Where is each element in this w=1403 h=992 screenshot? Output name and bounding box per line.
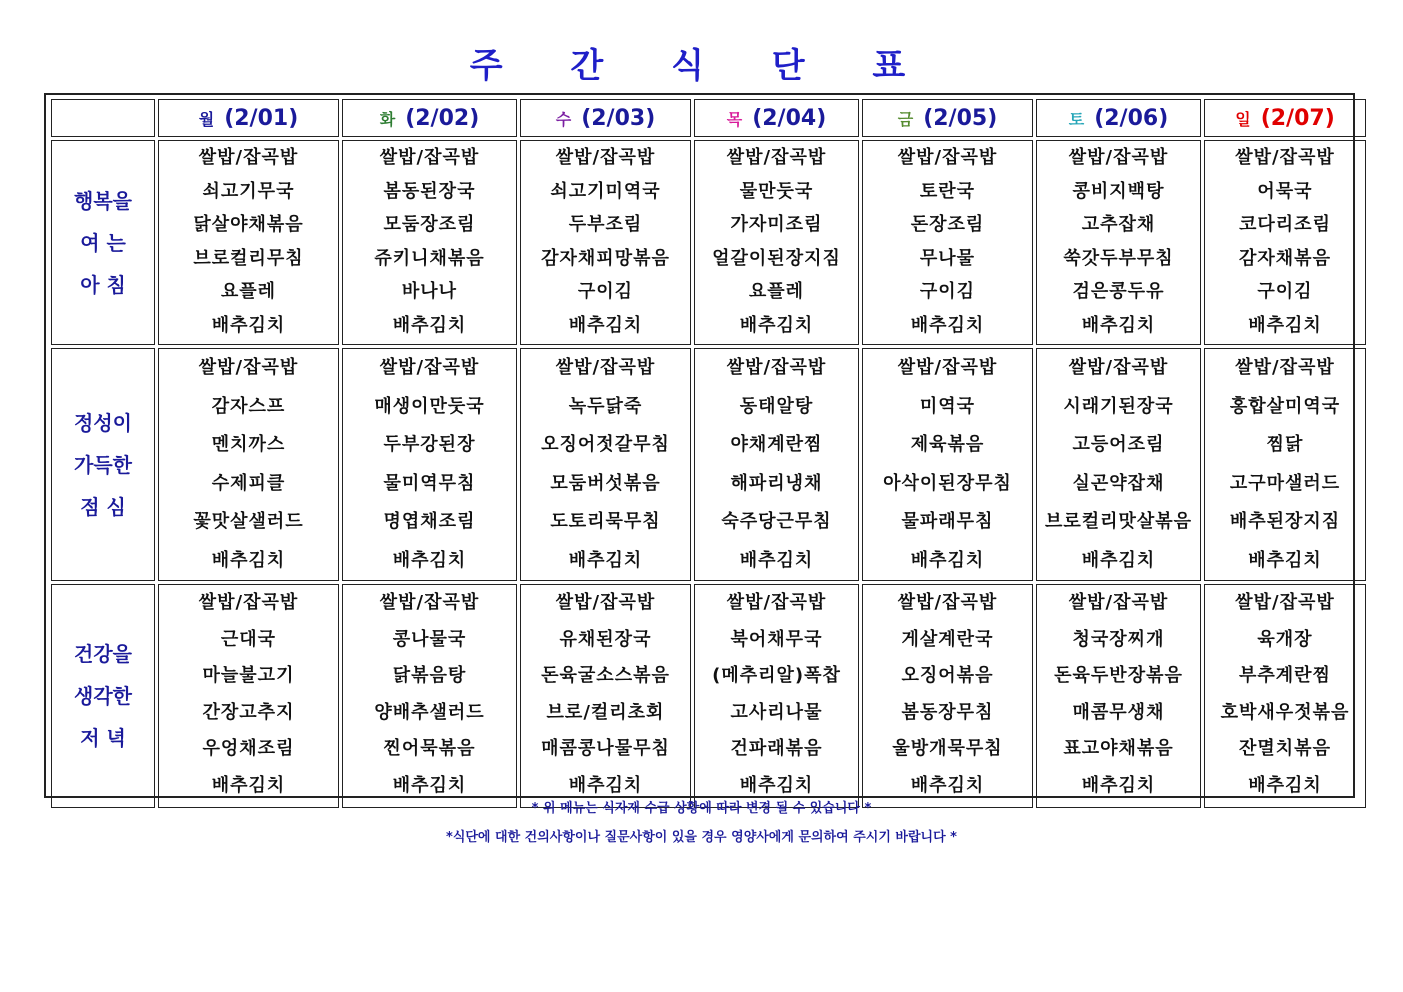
menu-item: 제육볶음 (910, 434, 985, 455)
menu-item: 쌀밥/잡곡밥 (379, 357, 480, 378)
menu-item: 잔멸치볶음 (1239, 738, 1331, 759)
menu-item: 배추김치 (568, 549, 643, 571)
meal-label-line: 행복을 (74, 188, 132, 213)
meal-label-line: 아 침 (80, 272, 126, 297)
menu-item: 배추김치 (568, 774, 643, 796)
day-date: (2/06) (1094, 105, 1169, 131)
menu-item: 북어채무국 (730, 628, 823, 650)
menu-item: 양배추샐러드 (374, 701, 485, 723)
header-row (51, 99, 1366, 137)
menu-cell-mon (158, 584, 339, 808)
menu-item: 홍합살미역국 (1229, 395, 1341, 417)
menu-item: 물만둣국 (739, 180, 814, 202)
corner-cell (51, 99, 155, 137)
meal-label (51, 584, 155, 808)
menu-item: 쌀밥/잡곡밥 (726, 147, 827, 168)
meal-label-line: 건강을 (74, 642, 132, 666)
menu-item: 검은콩두유 (1072, 281, 1165, 302)
menu-item: 매콤무생채 (1072, 701, 1165, 723)
menu-item: 숙주당근무침 (721, 511, 832, 532)
menu-item: 쌀밥/잡곡밥 (555, 592, 656, 613)
menu-item: 배추김치 (568, 314, 643, 336)
day-badge: 수 (555, 109, 572, 129)
menu-cell-fri (862, 348, 1033, 581)
menu-item: 쌀밥/잡곡밥 (555, 357, 656, 378)
menu-item: 돈장조림 (910, 214, 985, 235)
menu-item: 브로컬리무침 (193, 247, 304, 269)
menu-item: 배추김치 (392, 549, 467, 571)
meal-label-line: 여 는 (80, 230, 126, 255)
menu-item: 매생이만둣국 (374, 395, 485, 417)
menu-item: 요플레 (748, 281, 805, 302)
menu-cell-mon (158, 140, 339, 345)
menu-item: 미역국 (919, 395, 976, 417)
meal-row-dinner (51, 584, 1366, 808)
menu-item: 고사리나물 (730, 701, 823, 723)
menu-item: 녹두닭죽 (568, 395, 643, 417)
menu-item: 쌀밥/잡곡밥 (1235, 357, 1335, 378)
day-badge: 화 (379, 109, 396, 129)
menu-cell-tue (342, 584, 517, 808)
menu-item: 쌀밥/잡곡밥 (1068, 357, 1169, 378)
menu-item: 오징어볶음 (901, 665, 994, 686)
meal-label-line: 생각한 (74, 684, 132, 708)
menu-item: 브로/컬리초회 (546, 701, 665, 723)
menu-item: 쌀밥/잡곡밥 (379, 147, 480, 168)
menu-item: 구이김 (1257, 281, 1313, 302)
menu-item: 배추김치 (910, 774, 985, 796)
menu-item: 콩나물국 (392, 628, 467, 650)
menu-item: 배추된장지짐 (1229, 511, 1341, 532)
menu-item: 배추김치 (211, 314, 286, 336)
day-header-mon (158, 99, 339, 137)
menu-item: 쌀밥/잡곡밥 (897, 592, 998, 613)
menu-item: 배추김치 (1081, 774, 1156, 796)
menu-item: 물미역무침 (383, 472, 476, 494)
menu-item: 봄동된장국 (383, 180, 476, 202)
menu-item: 쇠고기미역국 (550, 180, 661, 202)
menu-item: 근대국 (220, 628, 277, 650)
menu-item: 두부조림 (568, 214, 643, 235)
menu-item: 부추계란찜 (1239, 665, 1331, 686)
menu-item: 배추김치 (211, 774, 286, 796)
menu-item: 건파래볶음 (730, 738, 823, 759)
menu-item: 어묵국 (1257, 180, 1313, 202)
day-badge: 토 (1068, 109, 1085, 129)
menu-item: 수제피클 (211, 472, 286, 494)
menu-item: 고등어조림 (1072, 434, 1165, 455)
menu-item: 명엽채조림 (383, 511, 476, 532)
menu-item: 구이김 (919, 281, 976, 302)
day-badge: 목 (726, 109, 743, 129)
menu-item: 실곤약잡채 (1072, 472, 1165, 494)
day-date: (2/03) (581, 105, 656, 131)
menu-item: 쌀밥/잡곡밥 (1235, 592, 1335, 613)
menu-item: 찐어묵볶음 (383, 738, 476, 759)
meal-label (51, 348, 155, 581)
menu-item: 쌀밥/잡곡밥 (198, 592, 299, 613)
menu-cell-thu (694, 584, 859, 808)
menu-item: 매콤콩나물무침 (541, 738, 670, 759)
meal-label (51, 140, 155, 345)
menu-item: 배추김치 (1081, 314, 1156, 336)
menu-item: 감자채피망볶음 (541, 247, 670, 269)
menu-cell-wed (520, 140, 691, 345)
day-date: (2/07) (1260, 105, 1335, 131)
meal-label-line: 저 녁 (80, 726, 126, 750)
day-header-thu (694, 99, 859, 137)
day-date: (2/02) (405, 105, 480, 131)
menu-item: 배추김치 (739, 774, 814, 796)
menu-item: 배추김치 (1081, 549, 1156, 571)
menu-item: 쑥갓두부무침 (1063, 247, 1174, 269)
menu-item: 쌀밥/잡곡밥 (1068, 592, 1169, 613)
menu-item: 호박새우젓볶음 (1220, 701, 1350, 723)
menu-item: 우엉채조림 (202, 738, 295, 759)
day-header-tue (342, 99, 517, 137)
note-menu-change: * 위 메뉴는 식자재 수급 상황에 따라 변경 될 수 있습니다 * (531, 801, 872, 816)
menu-item: 봄동장무침 (901, 701, 994, 723)
meal-label-line: 가득한 (74, 452, 132, 477)
meal-label-line: 점 심 (80, 494, 126, 519)
menu-item: 배추김치 (392, 314, 467, 336)
menu-item: 두부강된장 (383, 434, 476, 455)
menu-item: 배추김치 (739, 314, 814, 336)
menu-item: 배추김치 (910, 549, 985, 571)
day-date: (2/01) (224, 105, 299, 131)
menu-item: (메추리알)폭찹 (712, 665, 841, 686)
menu-item: 청국장찌개 (1072, 628, 1165, 650)
menu-cell-wed (520, 584, 691, 808)
day-date: (2/04) (752, 105, 827, 131)
menu-item: 모둠장조림 (383, 214, 476, 235)
menu-item: 돈육두반장볶음 (1054, 665, 1183, 686)
menu-item: 바나나 (401, 281, 458, 302)
menu-cell-fri (862, 140, 1033, 345)
day-header-sat (1036, 99, 1201, 137)
menu-item: 쌀밥/잡곡밥 (379, 592, 480, 613)
menu-item: 쌀밥/잡곡밥 (198, 147, 299, 168)
menu-item: 배추김치 (1248, 314, 1322, 336)
menu-item: 쌀밥/잡곡밥 (1235, 147, 1335, 168)
menu-cell-sat (1036, 584, 1201, 808)
day-header-sun (1204, 99, 1366, 137)
menu-item: 닭볶음탕 (392, 665, 467, 686)
menu-item: 오징어젓갈무침 (541, 434, 670, 455)
menu-item: 구이김 (577, 281, 634, 302)
menu-item: 쥬키니채볶음 (374, 247, 485, 269)
menu-item: 배추김치 (392, 774, 467, 796)
menu-item: 고구마샐러드 (1229, 472, 1341, 494)
menu-item: 아삭이된장무침 (883, 472, 1012, 494)
menu-item: 물파래무침 (901, 511, 994, 532)
weekly-menu-table (48, 96, 1369, 811)
meal-label-line: 정성이 (74, 410, 132, 435)
menu-item: 배추김치 (1248, 774, 1322, 796)
menu-item: 토란국 (919, 180, 976, 202)
menu-cell-wed (520, 348, 691, 581)
menu-cell-tue (342, 140, 517, 345)
menu-item: 쌀밥/잡곡밥 (1068, 147, 1169, 168)
day-header-wed (520, 99, 691, 137)
menu-item: 배추김치 (910, 314, 985, 336)
note-contact-dietitian: *식단에 대한 건의사항이나 질문사항이 있을 경우 영양사에게 문의하여 주시기 바랍니다 * (446, 830, 957, 845)
day-badge: 금 (897, 109, 914, 129)
menu-item: 쌀밥/잡곡밥 (555, 147, 656, 168)
menu-item: 요플레 (220, 281, 277, 302)
menu-cell-thu (694, 140, 859, 345)
meal-row-breakfast (51, 140, 1366, 345)
menu-item: 모둠버섯볶음 (550, 472, 661, 494)
menu-item: 고추잡채 (1081, 214, 1156, 235)
menu-item: 울방개묵무침 (892, 738, 1003, 759)
menu-cell-sat (1036, 348, 1201, 581)
day-header-fri (862, 99, 1033, 137)
menu-item: 배추김치 (211, 549, 286, 571)
menu-cell-sun (1204, 348, 1366, 581)
menu-item: 도토리묵무침 (550, 511, 661, 532)
menu-item: 시래기된장국 (1063, 395, 1174, 417)
menu-item: 간장고추지 (202, 701, 295, 723)
menu-item: 배추김치 (1248, 549, 1322, 571)
menu-item: 유채된장국 (559, 628, 652, 650)
page-title: 주 간 식 단 표 (469, 46, 934, 86)
menu-item: 쌀밥/잡곡밥 (726, 592, 827, 613)
menu-item: 가자미조림 (730, 214, 823, 235)
menu-item: 돈육굴소스볶음 (541, 665, 670, 686)
menu-item: 쇠고기무국 (202, 180, 295, 202)
menu-item: 육개장 (1257, 628, 1313, 650)
menu-item: 배추김치 (739, 549, 814, 571)
menu-item: 마늘불고기 (202, 665, 295, 686)
menu-cell-sat (1036, 140, 1201, 345)
menu-cell-sun (1204, 140, 1366, 345)
menu-item: 코다리조림 (1239, 214, 1331, 235)
menu-item: 콩비지백탕 (1072, 180, 1165, 202)
menu-item: 감자채볶음 (1239, 247, 1331, 269)
menu-item: 찜닭 (1266, 434, 1304, 455)
day-date: (2/05) (923, 105, 998, 131)
menu-cell-thu (694, 348, 859, 581)
menu-cell-fri (862, 584, 1033, 808)
menu-item: 야채계란찜 (730, 434, 823, 455)
menu-item: 감자스프 (211, 395, 286, 417)
menu-item: 쌀밥/잡곡밥 (198, 357, 299, 378)
menu-item: 쌀밥/잡곡밥 (726, 357, 827, 378)
menu-item: 쌀밥/잡곡밥 (897, 357, 998, 378)
menu-cell-sun (1204, 584, 1366, 808)
menu-item: 얼갈이된장지짐 (712, 247, 841, 269)
day-badge: 월 (198, 109, 215, 129)
menu-item: 게살계란국 (901, 628, 994, 650)
meal-row-lunch (51, 348, 1366, 581)
menu-item: 멘치까스 (211, 434, 286, 455)
menu-cell-mon (158, 348, 339, 581)
menu-cell-tue (342, 348, 517, 581)
menu-item: 무나물 (919, 247, 976, 269)
menu-item: 해파리냉채 (730, 472, 823, 494)
menu-item: 브로컬리맛살볶음 (1044, 511, 1193, 532)
menu-item: 동태알탕 (739, 395, 814, 417)
menu-item: 쌀밥/잡곡밥 (897, 147, 998, 168)
menu-item: 표고야채볶음 (1063, 738, 1174, 759)
day-badge: 일 (1235, 109, 1251, 129)
menu-item: 꽃맛살샐러드 (193, 511, 304, 532)
menu-item: 닭살야채볶음 (193, 214, 304, 235)
